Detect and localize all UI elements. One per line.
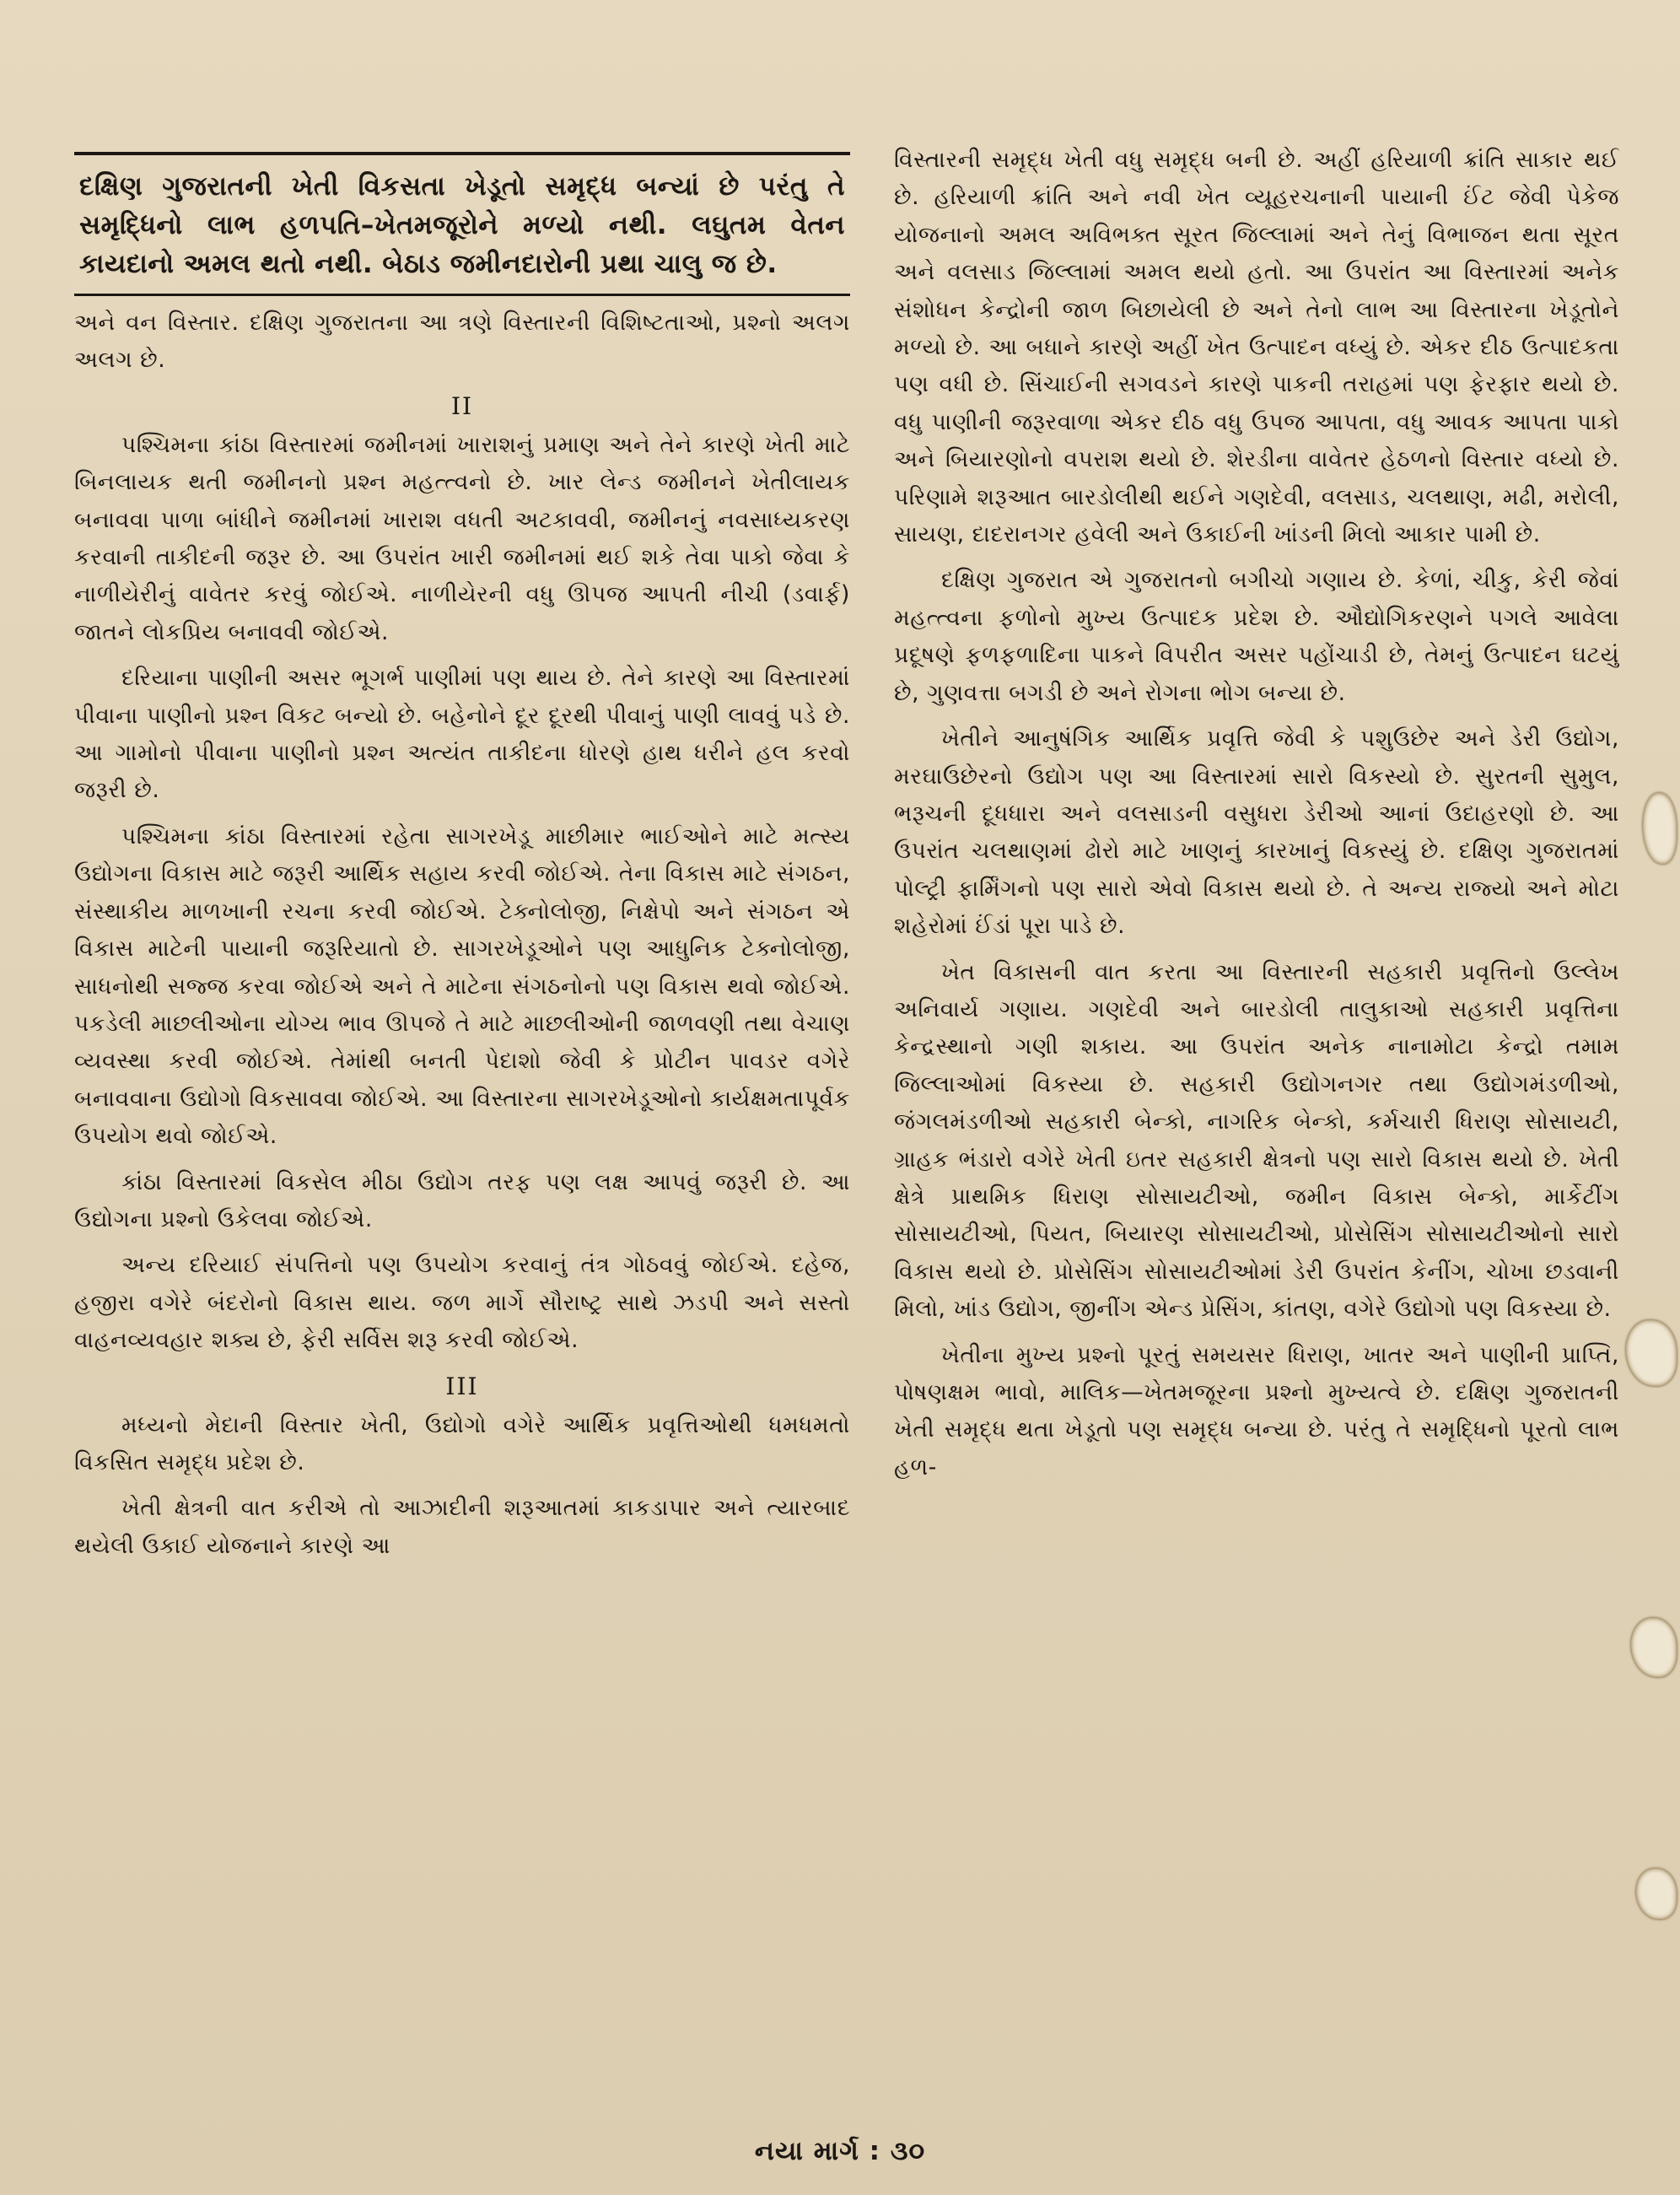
left-column bbox=[74, 152, 850, 1573]
paragraph: કાંઠા વિસ્તારમાં વિકસેલ મીઠા ઉદ્યોગ તરફ પણ લક્ષ આપવું જરૂરી છે. આ ઉદ્યોગના પ્રશ્નો ઉકેલવા જોઈએ. bbox=[74, 1168, 850, 1232]
pull-quote-box bbox=[74, 152, 850, 296]
paragraph: ખેતીને આનુષંગિક આર્થિક પ્રવૃત્તિ જેવી કે પશુઉછેર અને ડેરી ઉદ્યોગ, મરઘાઉછેરનો ઉદ્યોગ પણ આ વિસ્તારમાં સારો વિકસ્યો છે. સુરતની સુમુલ, ભરૂચની દૂધધારા અને વલસાડની વસુધરા ડેરીઓ આનાં ઉદાહરણો છે. આ ઉપરાંત ચલથાણમાં ઢોરો માટે ખાણનું કારખાનું વિકસ્યું છે. દક્ષિણ ગુજરાતમાં પોલ્ટ્રી ફાર્મિંગનો પણ સારો એવો વિકાસ થયો છે. તે અન્ય રાજ્યો અને મોટા શહેરોમાં ઈંડાં પૂરા પાડે છે. bbox=[894, 725, 1619, 940]
section-heading-3: III bbox=[445, 1372, 479, 1400]
section-heading-2: II bbox=[450, 391, 474, 420]
page-footer: નયા માર્ગ : ૩૦ bbox=[754, 2136, 926, 2166]
paragraph: મધ્યનો મેદાની વિસ્તાર ખેતી, ઉદ્યોગો વગેરે આર્થિક પ્રવૃત્તિઓથી ધમધમતો વિકસિત સમૃદ્ધ પ્રદેશ છે. bbox=[74, 1411, 850, 1475]
paper-tear-mark bbox=[1643, 793, 1677, 864]
paragraph: દરિયાના પાણીની અસર ભૂગર્ભ પાણીમાં પણ થાય છે. તેને કારણે આ વિસ્તારમાં પીવાના પાણીનો પ્રશ્ન વિકટ બન્યો છે. બહેનોને દૂર દૂરથી પીવાનું પાણી લાવવું પડે છે. આ ગામોનો પીવાના પાણીનો પ્રશ્ન અત્યંત તાકીદના ધોરણે હાથ ધરીને હલ કરવો જરૂરી છે. bbox=[74, 665, 850, 804]
right-column bbox=[894, 142, 1619, 1495]
paragraph: વિસ્તારની સમૃદ્ધ ખેતી વધુ સમૃદ્ધ બની છે. અહીં હરિયાળી ક્રાંતિ સાકાર થઈ છે. હરિયાળી ક્રાંતિ અને નવી ખેત વ્યૂહરચનાની પાયાની ઈંટ જેવી પેકેજ યોજનાનો અમલ અવિભક્ત સૂરત જિલ્લામાં અને તેનું વિભાજન થતા સૂરત અને વલસાડ જિલ્લામાં અમલ થયો હતો. આ ઉપરાંત આ વિસ્તારમાં અનેક સંશોધન કેન્દ્રોની જાળ બિછાયેલી છે અને તેનો લાભ આ વિસ્તારના ખેડૂતોને મળ્યો છે. આ બધાને કારણે અહીં ખેત ઉત્પાદન વધ્યું છે. એકર દીઠ ઉત્પાદકતા પણ વધી છે. સિંચાઈની સગવડને કારણે પાકની તરાહમાં પણ ફેરફાર થયો છે. વધુ પાણીની જરૂરવાળા એકર દીઠ વધુ ઉપજ આપતા, વધુ આવક આપતા પાકો અને બિયારણોનો વપરાશ થયો છે. શેરડીના વાવેતર હેઠળનો વિસ્તાર વધ્યો છે. પરિણામે શરૂઆત બારડોલીથી થઈને ગણદેવી, વલસાડ, ચલથાણ, મઢી, મરોલી, સાયણ, દાદરાનગર હવેલી અને ઉકાઈની ખાંડની મિલો આકાર પામી છે. bbox=[894, 147, 1619, 548]
paragraph: ખેત વિકાસની વાત કરતા આ વિસ્તારની સહકારી પ્રવૃત્તિનો ઉલ્લેખ અનિવાર્ય ગણાય. ગણદેવી અને બારડોલી તાલુકાઓ સહકારી પ્રવૃત્તિના કેન્દ્રસ્થાનો ગણી શકાય. આ ઉપરાંત અનેક નાનામોટા કેન્દ્રો તમામ જિલ્લાઓમાં વિકસ્યા છે. સહકારી ઉદ્યોગનગર તથા ઉદ્યોગમંડળીઓ, જંગલમંડળીઓ સહકારી બેન્કો, નાગરિક બેન્કો, કર્મચારી ધિરાણ સોસાયટી, ગ્રાહક ભંડારો વગેરે ખેતી ઇતર સહકારી ક્ષેત્રનો પણ સારો વિકાસ થયો છે. ખેતી ક્ષેત્રે પ્રાથમિક ધિરાણ સોસાયટીઓ, જમીન વિકાસ બેન્કો, માર્કેટીંગ સોસાયટીઓ, પિયત, બિયારણ સોસાયટીઓ, પ્રોસેસિંગ સોસાયટીઓનો સારો વિકાસ થયો છે. પ્રોસેસિંગ સોસાયટીઓમાં ડેરી ઉપરાંત કેનીંગ, ચોખા છડવાની મિલો, ખાંડ ઉદ્યોગ, જીનીંગ એન્ડ પ્રેસિંગ, કાંતણ, વગેરે ઉદ્યોગો પણ વિકસ્યા છે. bbox=[894, 958, 1619, 1323]
pull-quote-text: દક્ષિણ ગુજરાતની ખેતી વિકસતા ખેડૂતો સમૃદ્ધ બન્યાં છે પરંતુ તે સમૃદ્ધિનો લાભ હળપતિ–ખેતમજૂરોને મળ્યો નથી. લઘુતમ વેતન કાયદાનો અમલ થતો નથી. બેઠાડ જમીનદારોની પ્રથા ચાલુ જ છે. bbox=[79, 171, 845, 279]
paragraph: પશ્ચિમના કાંઠા વિસ્તારમાં જમીનમાં ખારાશનું પ્રમાણ અને તેને કારણે ખેતી માટે બિનલાયક થતી જમીનનો પ્રશ્ન મહત્ત્વનો છે. ખાર લેન્ડ જમીનને ખેતીલાયક બનાવવા પાળા બાંધીને જમીનમાં ખારાશ વધતી અટકાવવી, જમીનનું નવસાધ્યકરણ કરવાની તાકીદની જરૂર છે. આ ઉપરાંત ખારી જમીનમાં થઈ શકે તેવા પાકો જેવા કે નાળીયેરીનું વાવેતર કરવું જોઈએ. નાળીયેરની વધુ ઊપજ આપતી નીચી (ડવાર્ફ) જાતને લોકપ્રિય બનાવવી જોઈએ. bbox=[74, 431, 850, 645]
paragraph: પશ્ચિમના કાંઠા વિસ્તારમાં રહેતા સાગરખેડૂ માછીમાર ભાઈઓને માટે મત્સ્ય ઉદ્યોગના વિકાસ માટે જરૂરી આર્થિક સહાય કરવી જોઈએ. તેના વિકાસ માટે સંગઠન, સંસ્થાકીય માળખાની રચના કરવી જોઈએ. ટેક્નોલોજી, નિક્ષેપો અને સંગઠન એ વિકાસ માટેની પાયાની જરૂરિયાતો છે. સાગરખેડૂઓને પણ આધુનિક ટેક્નોલોજી, સાધનોથી સજ્જ કરવા જોઈએ અને તે માટેના સંગઠનોનો પણ વિકાસ થવો જોઈએ. પકડેલી માછલીઓના યોગ્ય ભાવ ઊપજે તે માટે માછલીઓની જાળવણી તથા વેચાણ વ્યવસ્થા કરવી જોઈએ. તેમાંથી બનતી પેદાશો જેવી કે પ્રોટીન પાવડર વગેરે બનાવવાના ઉદ્યોગો વિકસાવવા જોઈએ. આ વિસ્તારના સાગરખેડૂઓનો કાર્યક્ષમતાપૂર્વક ઉપયોગ થવો જોઈએ. bbox=[74, 822, 850, 1150]
paper-tear-mark bbox=[1626, 1320, 1677, 1386]
paragraph: દક્ષિણ ગુજરાત એ ગુજરાતનો બગીચો ગણાય છે. કેળાં, ચીકુ, કેરી જેવાં મહત્ત્વના ફળોનો મુખ્ય ઉત્પાદક પ્રદેશ છે. ઔદ્યોગિકરણને પગલે આવેલા પ્રદૂષણે ફળફળાદિના પાકને વિપરીત અસર પહોંચાડી છે, તેમનું ઉત્પાદન ઘટયું છે, ગુણવત્તા બગડી છે અને રોગના ભોગ બન્યા છે. bbox=[894, 567, 1619, 706]
paragraph: અને વન વિસ્તાર. દક્ષિણ ગુજરાતના આ ત્રણે વિસ્તારની વિશિષ્ટતાઓ, પ્રશ્નો અલગ અલગ છે. bbox=[74, 310, 850, 374]
paragraph: અન્ય દરિયાઈ સંપત્તિનો પણ ઉપયોગ કરવાનું તંત્ર ગોઠવવું જોઈએ. દહેજ, હજીરા વગેરે બંદરોનો વિકાસ થાય. જળ માર્ગે સૌરાષ્ટ્ર સાથે ઝડપી અને સસ્તો વાહનવ્યવહાર શક્ય છે, ફેરી સર્વિસ શરૂ કરવી જોઈએ. bbox=[74, 1252, 850, 1354]
paper-tear-mark bbox=[1631, 1618, 1677, 1677]
paragraph: ખેતી ક્ષેત્રની વાત કરીએ તો આઝાદીની શરૂઆતમાં કાકડાપાર અને ત્યારબાદ થયેલી ઉકાઈ યોજનાને કારણે આ bbox=[74, 1495, 850, 1559]
paper-tear-mark bbox=[1636, 1869, 1677, 1919]
paragraph: ખેતીના મુખ્ય પ્રશ્નો પૂરતું સમયસર ધિરાણ, ખાતર અને પાણીની પ્રાપ્તિ, પોષણક્ષમ ભાવો, માલિક—ખેતમજૂરના પ્રશ્નો મુખ્યત્વે છે. દક્ષિણ ગુજરાતની ખેતી સમૃદ્ધ થતા ખેડૂતો પણ સમૃદ્ધ બન્યા છે. પરંતુ તે સમૃદ્ધિનો પૂરતો લાભ હળ- bbox=[894, 1341, 1619, 1480]
